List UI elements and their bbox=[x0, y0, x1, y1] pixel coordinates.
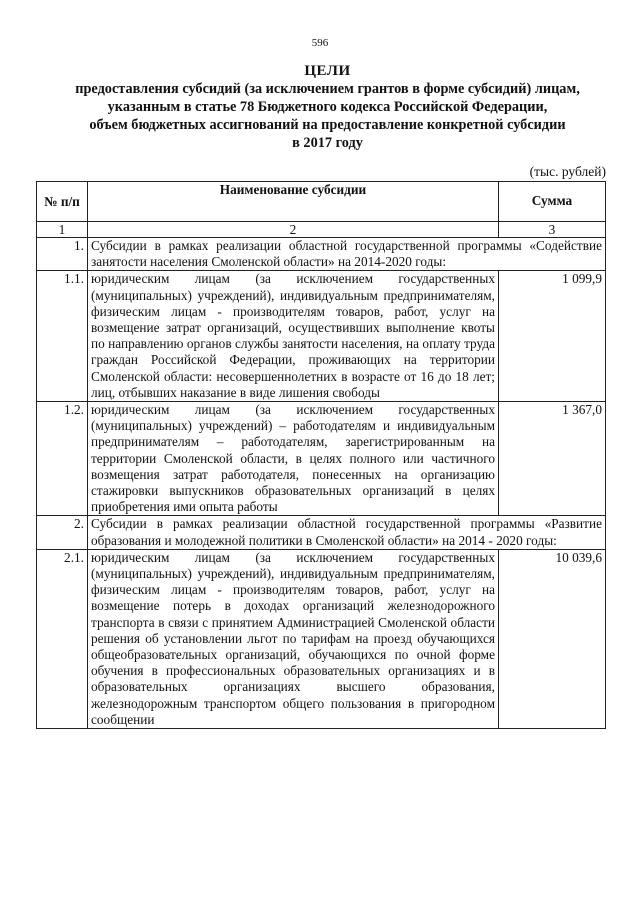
document-title: ЦЕЛИ bbox=[304, 63, 351, 79]
document-heading bbox=[40, 62, 615, 152]
row-number: 1.1. bbox=[37, 271, 88, 402]
heading-line-1: предоставления субсидий (за исключением грантов в форме субсидий) лицам, bbox=[75, 81, 580, 97]
row-amount: 10 039,6 bbox=[499, 549, 606, 728]
heading-line-4: в 2017 году bbox=[292, 135, 363, 151]
header-row bbox=[37, 182, 606, 222]
table-row bbox=[37, 238, 606, 271]
heading-line-3: объем бюджетных ассигнований на предоставление конкретной субсидии bbox=[89, 117, 566, 133]
header-name: Наименование субсидии bbox=[88, 182, 499, 222]
column-index-row bbox=[37, 222, 606, 238]
row-name: Субсидии в рамках реализации областной государственной программы «Развитие образования и молодежной политики в Смоленской области» на 2014 - 2020 годы: bbox=[88, 516, 606, 549]
header-amount: Сумма bbox=[499, 182, 606, 222]
subsidies-table bbox=[36, 181, 606, 729]
table-row bbox=[37, 516, 606, 549]
unit-note: (тыс. рублей) bbox=[529, 164, 606, 179]
row-name: юридическим лицам (за исключением государственных (муниципальных) учреждений), индивидуальным предпринимателям, физическим лицам - производителям товаров, работ, услуг на возмещение затрат организаций, осуществивших выполнение квоты по направлению органов службы занятости населения, на оплату труда граждан Российской Федерации, проживающих на территории Смоленской области: несовершеннолетних в возрасте от 16 до 18 лет; лиц, отбывших наказание в виде лишения свободы bbox=[88, 271, 499, 402]
row-name: юридическим лицам (за исключением государственных (муниципальных) учреждений) – работодателям и индивидуальным предпринимателям – работодателям, зарегистрированным на территории Смоленской области, в целях полного или частичного возмещения затрат работодателя, понесенных на организацию стажировки выпускников образовательных организаций в целях приобретения ими опыта работы bbox=[88, 402, 499, 516]
row-amount: 1 099,9 bbox=[499, 271, 606, 402]
row-number: 2.1. bbox=[37, 549, 88, 728]
row-number: 1. bbox=[37, 238, 88, 271]
column-index-1: 1 bbox=[37, 222, 88, 238]
table-row bbox=[37, 271, 606, 402]
header-number: № п/п bbox=[37, 182, 88, 222]
column-index-3: 3 bbox=[499, 222, 606, 238]
row-name: Субсидии в рамках реализации областной государственной программы «Содействие занятости населения Смоленской области» на 2014-2020 годы: bbox=[88, 238, 606, 271]
table-row bbox=[37, 402, 606, 516]
row-name: юридическим лицам (за исключением государственных (муниципальных) учреждений), индивидуальным предпринимателям, физическим лицам - производителям товаров, работ, услуг на возмещение потерь в доходах организаций железнодорожного транспорта в связи с принятием Администрацией Смоленской области решения об установлении льгот по тарифам на проезд обучающихся общеобразовательных организаций, обучающихся по очной форме обучения в профессиональных образовательных организациях и в образовательных организациях высшего образования, железнодорожным транспортом общего пользования в пригородном сообщении bbox=[88, 549, 499, 728]
column-index-2: 2 bbox=[88, 222, 499, 238]
table-row bbox=[37, 549, 606, 728]
page-number: 596 bbox=[311, 37, 329, 49]
heading-line-2: указанным в статье 78 Бюджетного кодекса Российской Федерации, bbox=[107, 99, 548, 115]
row-amount: 1 367,0 bbox=[499, 402, 606, 516]
row-number: 2. bbox=[37, 516, 88, 549]
row-number: 1.2. bbox=[37, 402, 88, 516]
